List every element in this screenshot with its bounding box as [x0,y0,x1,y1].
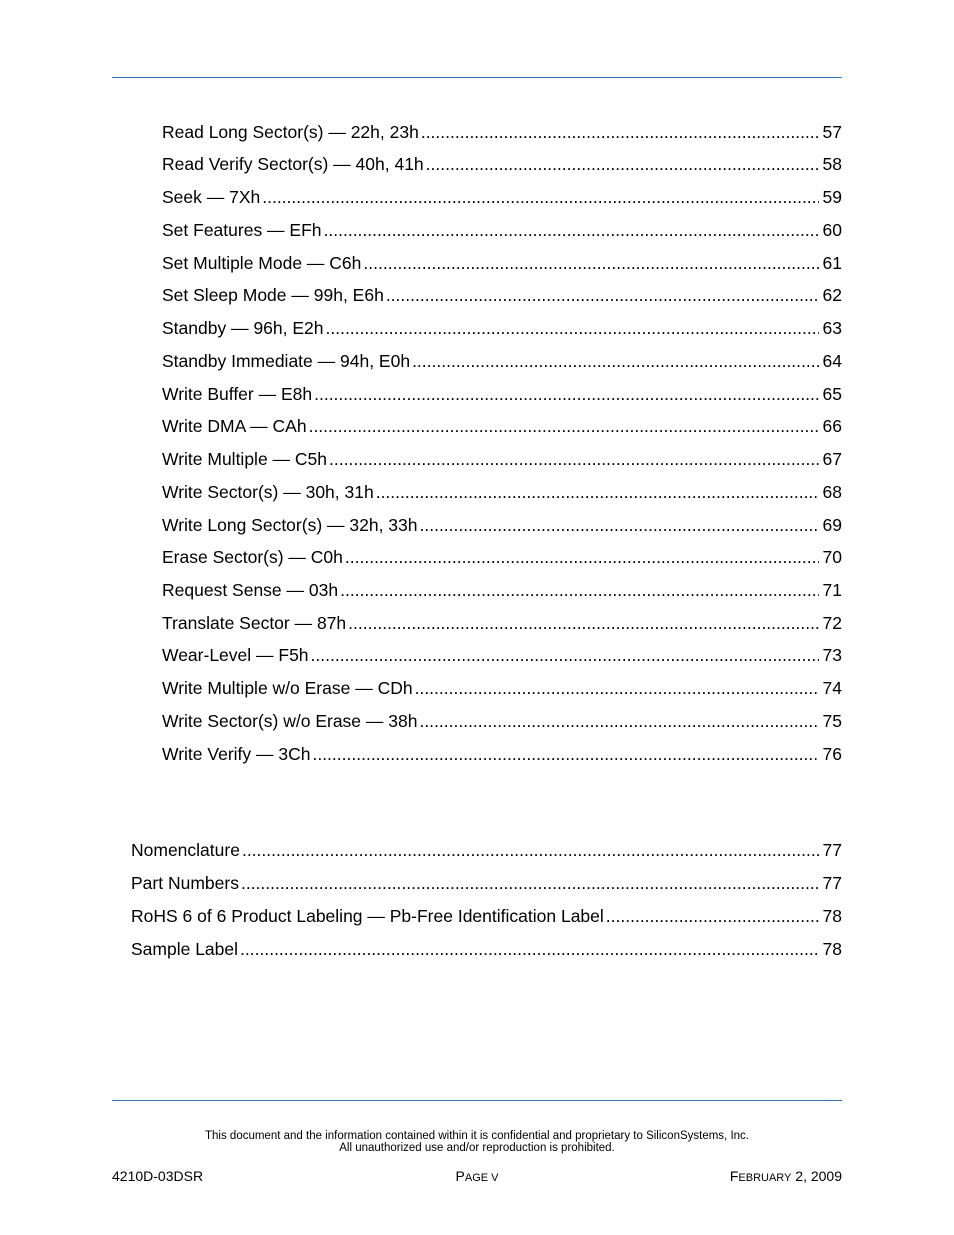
toc-entry-label: RoHS 6 of 6 Product Labeling — Pb-Free Identification Label [131,906,604,926]
toc-entry-page: 71 [822,580,842,600]
toc-entry[interactable] [162,317,842,339]
toc-entry[interactable] [162,579,842,601]
toc-entry-page: 63 [822,318,842,338]
toc-entry[interactable] [162,546,842,568]
toc-entry-label: Write Long Sector(s) — 32h, 33h [162,515,418,535]
toc-entry-label: Set Sleep Mode — 99h, E6h [162,285,384,305]
toc-entry-label: Set Features — EFh [162,220,322,240]
document-date [730,1167,842,1187]
toc-entry-page: 77 [822,873,842,893]
toc-entry-label: Read Long Sector(s) — 22h, 23h [162,122,419,142]
toc-leader-dots [262,186,818,208]
document-number: 4210D-03DSR [112,1168,204,1184]
toc-entry-label: Write Multiple w/o Erase — CDh [162,678,413,698]
toc-entry[interactable] [162,677,842,699]
toc-entry-page: 73 [822,645,842,665]
toc-entry[interactable] [162,514,842,536]
toc-entry-page: 77 [822,840,842,860]
toc-leader-dots [314,383,818,405]
toc-entry[interactable] [162,710,842,732]
toc-leader-dots [348,612,818,634]
toc-leader-dots [345,546,819,568]
toc-entry[interactable] [162,383,842,405]
date-cap: F [729,1168,739,1184]
toc-entry[interactable] [162,153,842,175]
toc-entry[interactable] [162,121,842,143]
toc-leader-dots [420,514,819,536]
toc-entry-label: Write Multiple — C5h [162,449,328,469]
toc-leader-dots [419,710,818,732]
toc-entry-page: 78 [822,939,842,959]
toc-entry-label: Read Verify Sector(s) — 40h, 41h [162,154,424,174]
toc-entry[interactable] [162,350,842,372]
toc-entry-label: Wear-Level — F5h [162,645,309,665]
confidentiality-notice: This document and the information contained within it is confidential and proprietary to SiliconSystems, Inc. [205,1130,749,1142]
toc-leader-dots [326,317,819,339]
toc-entry-label: Translate Sector — 87h [162,613,347,633]
toc-entry-page: 62 [822,285,842,305]
reproduction-notice: All unauthorized use and/or reproduction is prohibited. [339,1142,615,1154]
toc-entry-label: Write Sector(s) — 30h, 31h [162,482,374,502]
date-month-rest: EBRUARY [738,1172,792,1184]
toc-leader-dots [412,350,818,372]
toc-entry-label: Write DMA — CAh [162,416,307,436]
toc-entry-main[interactable] [131,938,842,960]
toc-leader-dots [376,481,819,503]
toc-entry-page: 75 [822,711,842,731]
toc-entry-label: Write Sector(s) w/o Erase — 38h [162,711,418,731]
toc-leader-dots [386,284,819,306]
toc-entry-page: 57 [822,122,842,142]
toc-entry-page: 67 [822,449,842,469]
toc-entry-page: 76 [822,744,842,764]
toc-leader-dots [363,252,818,274]
toc-entry-label: Write Verify — 3Ch [162,744,311,764]
toc-entry-main[interactable] [131,905,842,927]
toc-entry-page: 69 [822,515,842,535]
toc-entry-page: 70 [822,547,842,567]
page-label-rest: AGE V [464,1172,499,1184]
toc-entry-label: Standby — 96h, E2h [162,318,324,338]
toc-entry-label: Standby Immediate — 94h, E0h [162,351,411,371]
toc-entry-page: 72 [822,613,842,633]
toc-entry-label: Sample Label [131,939,239,959]
toc-entry[interactable] [162,481,842,503]
toc-entry-label: Seek — 7Xh [162,187,261,207]
toc-entry[interactable] [162,415,842,437]
toc-leader-dots [606,905,819,927]
toc-entry[interactable] [162,644,842,666]
toc-leader-dots [241,872,819,894]
toc-leader-dots [312,743,818,765]
toc-entry-page: 58 [822,154,842,174]
toc-entry-page: 59 [822,187,842,207]
toc-entry[interactable] [162,219,842,241]
toc-entry-page: 66 [822,416,842,436]
toc-leader-dots [340,579,818,601]
toc-entry-label: Write Buffer — E8h [162,384,313,404]
toc-leader-dots [309,415,819,437]
toc-entry-main[interactable] [131,839,842,861]
header-rule [112,77,842,78]
toc-entry-page: 64 [822,351,842,371]
toc-leader-dots [311,644,819,666]
toc-entry[interactable] [162,252,842,274]
toc-leader-dots [415,677,819,699]
toc-entry-page: 61 [822,253,842,273]
toc-leader-dots [426,153,819,175]
toc-entry-page: 78 [822,906,842,926]
toc-entry[interactable] [162,284,842,306]
toc-entry-label: Set Multiple Mode — C6h [162,253,362,273]
page-label-cap: P [455,1168,465,1184]
footer-rule [112,1100,842,1101]
toc-entry-label: Part Numbers [131,873,239,893]
toc-entry-label: Request Sense — 03h [162,580,339,600]
toc-entry-page: 60 [822,220,842,240]
toc-entry[interactable] [162,448,842,470]
toc-leader-dots [240,938,819,960]
toc-entry[interactable] [162,186,842,208]
toc-entry-page: 74 [822,678,842,698]
toc-entry-label: Erase Sector(s) — C0h [162,547,343,567]
toc-leader-dots [242,839,819,861]
toc-entry-main[interactable] [131,872,842,894]
toc-entry-label: Nomenclature [131,840,240,860]
toc-leader-dots [324,219,819,241]
toc-entry[interactable] [162,743,842,765]
toc-entry[interactable] [162,612,842,634]
toc-leader-dots [421,121,819,143]
toc-leader-dots [329,448,819,470]
toc-entry-page: 65 [822,384,842,404]
date-tail: 2, 2009 [791,1168,842,1184]
toc-entry-page: 68 [822,482,842,502]
